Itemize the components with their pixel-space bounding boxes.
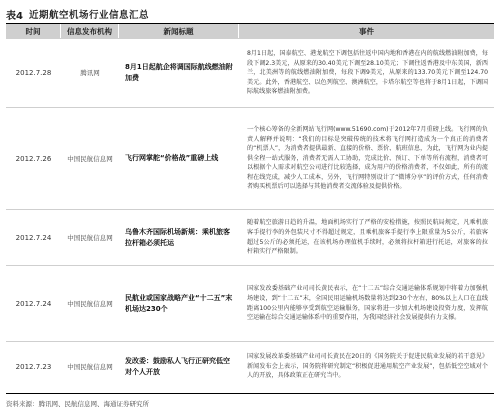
table-title: 近期航空机场行业信息汇总 (28, 10, 149, 21)
table-caption (6, 6, 149, 22)
header-event: 事件 (359, 26, 374, 36)
row-date: 2012.7.23 (15, 362, 52, 371)
row-headline: 发改委：鼓励私人飞行正研究低空对个人开放 (125, 356, 230, 376)
row-headline: 民航业或国家战略产业“十二五”末机场达230个 (125, 293, 233, 313)
row-date: 2012.7.28 (15, 69, 52, 77)
row-event: 国家发展改革委基础产业司司长黄民在20日的《国务院关于促进民航业发展的若干意见》新闻发布会上表示，国务院将研究制定“积极促进通用航空产业发展”，包括低空空域对个人的开放，具体政策正在研究当中。 (247, 353, 488, 380)
header-source: 信息发布机构 (61, 24, 119, 38)
row-event: 随着航空旅游日趋的升温，地面机场实行了严格的安检措施，按照民航局规定，凡乘机旅客手提行李的外包装尺寸不得超过规定，且乘机旅客手提行李上限重量为5公斤，若旅客超过5公斤的必须托运，在该机场办理值机手续时，必须将拉杆箱进行托运，对旅客的拉杆箱实行严格限制。 (247, 219, 488, 256)
source-note: 资料来源：腾讯网、民航信息网、海通证券研究所 (6, 400, 149, 408)
row-headline: 乌鲁木齐国际机场新规：乘机旅客拉杆箱必须托运 (125, 227, 230, 247)
row-date: 2012.7.24 (15, 233, 52, 242)
row-source: 腾讯网 (80, 69, 100, 77)
table-row (6, 341, 494, 391)
table-header (6, 24, 494, 38)
table-number: 表4 (6, 10, 23, 22)
row-headline: 飞行网掌舵“价格战”重磅上线 (125, 154, 219, 162)
row-event: 国家发改委基础产业司司长黄民表示，在“十二五”综合交通运输体系规划中将着力加强机场建设，到“十二五”末，全国民用运输机场数量将达到230个左右，80%以上人口在直线距离100公里内能够享受到航空运输服务，国家将进一步加大机场建设投资力度，发挥航空运输在综合交通运输体系中的重要作用，为我国经济社会发展提供有力支撑。 (247, 285, 488, 322)
table-row (6, 265, 494, 341)
row-date: 2012.7.26 (15, 154, 52, 163)
news-table (6, 23, 494, 394)
table-row (6, 209, 494, 265)
header-headline: 新闻标题 (119, 24, 239, 38)
row-headline: 8月1日起航企将调国际航线燃油附加费 (125, 63, 233, 82)
row-event: 8月1日起，国泰航空、港龙航空下调包括往返中国内地和香港在内的航线燃油附加费，每段下调2.3美元，从原来的30.40美元下调至28.10美元；下调往返香港及中东美国，新西兰，北美洲等的航线燃油附加费，每段下调9美元，从原来的133.70美元下调至124.70美元。此外，香港航空、以色列航空、澳洲航空，卡塔尔航空等也将于8月1日起，下调国际航线旅客燃油附加费。 (247, 50, 488, 96)
table-row (6, 107, 494, 209)
header-date: 时间 (6, 24, 61, 38)
row-date: 2012.7.24 (15, 299, 52, 308)
row-source: 中国民航信息网 (67, 299, 113, 308)
row-source: 中国民航信息网 (67, 154, 113, 163)
row-source: 中国民航信息网 (67, 233, 113, 242)
row-event: 一个核心筹备的全新网站飞行网(www.51690.com)于2012年7月重磅上线。飞行网的负责人解释并说明：“我们的目标是突破传统的技术将飞行网打造成为一个真正的消费者的“机票人”，为消费者提供最新、直接的价格、票价、航班信息，为此，飞行网为业内提供全程一站式服务，消费者无需人工协助，完成比价、预订、下单等所有流程，消费者可以根据个人需求对航空公司进行比较选择，成为用户的价格消费者，不仅如此，所有的流程在线完成，减少人工成本，另外，飞行网特别设计了“微博分享”的评价方式，任何消费者购买机票后可以选择与其他消费者交流体验及提供价格。 (247, 125, 488, 191)
row-source: 中国民航信息网 (67, 362, 113, 371)
table-row (6, 38, 494, 107)
